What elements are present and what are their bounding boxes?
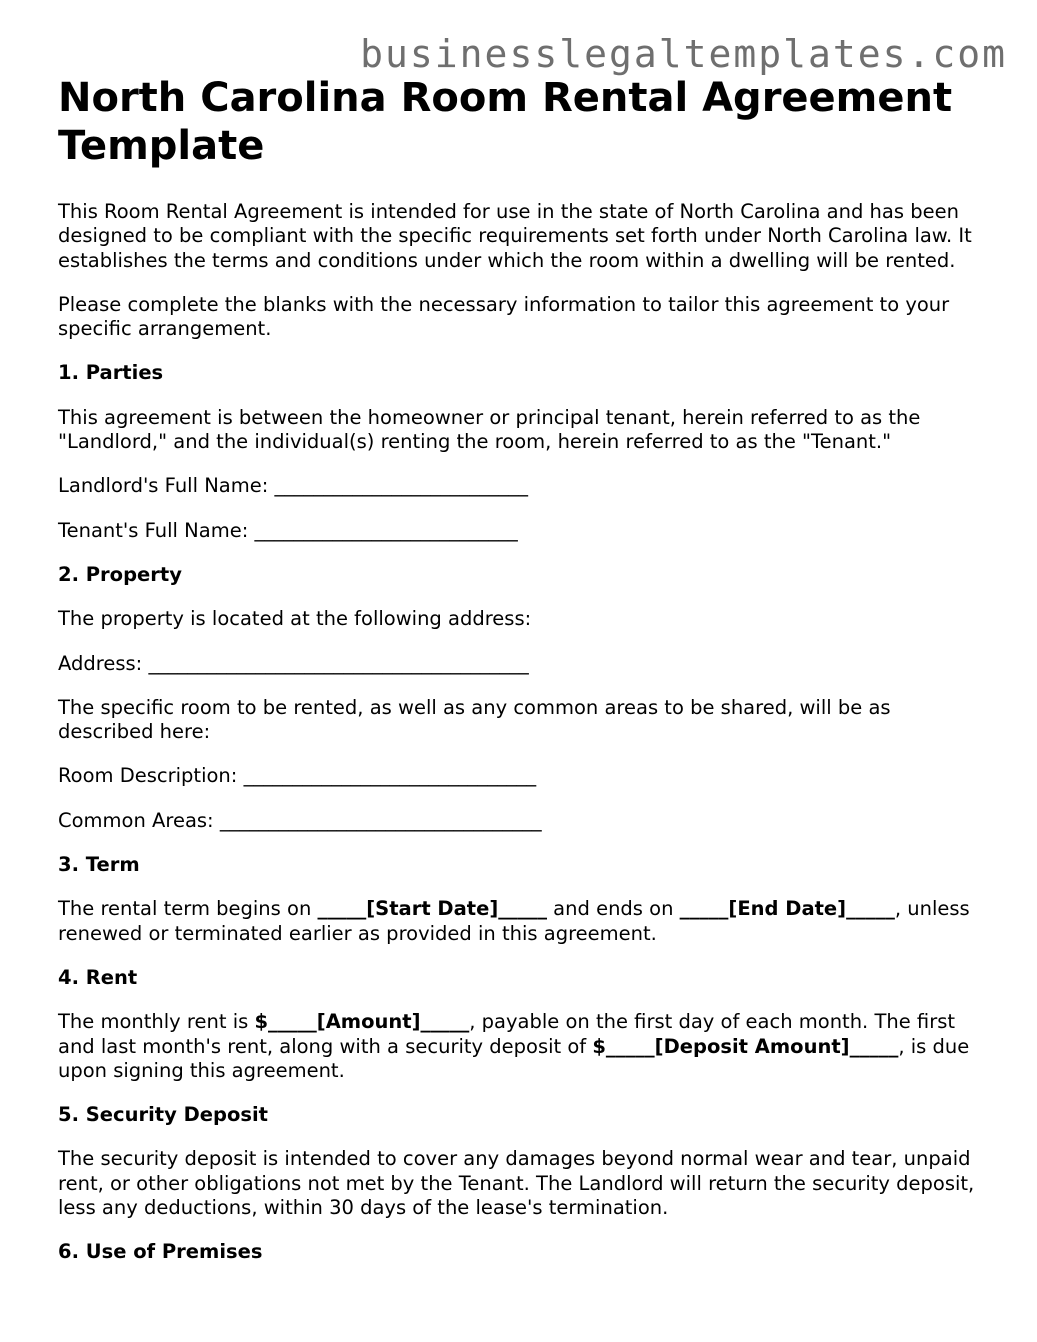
room-description-line (58, 764, 988, 788)
tenant-name-line (58, 519, 988, 543)
rent-text-3: , is due upon signing this agreement. (58, 1034, 970, 1082)
tenant-name-label: Tenant's Full Name: (58, 518, 249, 542)
address-label: Address: (58, 651, 143, 675)
section-heading-use-of-premises: 6. Use of Premises (58, 1240, 263, 1264)
room-description-label: Room Description: (58, 764, 238, 788)
landlord-name-label: Landlord's Full Name: (58, 474, 269, 498)
address-blank[interactable]: _______________________________________ (148, 651, 529, 675)
intro-paragraph-1: This Room Rental Agreement is intended for use in the state of North Carolina and has been designed to be compliant with the specific requirements set forth under North Carolina law. It establishes the terms and conditions under which the room within a dwelling will be rented. (58, 200, 972, 272)
parties-paragraph: This agreement is between the homeowner or principal tenant, herein referred to as the "Landlord," and the individual(s) renting the room, herein referred to as the "Tenant." (58, 405, 921, 454)
deposit-amount-blank[interactable]: $_____[Deposit Amount]_____ (592, 1034, 899, 1058)
room-paragraph: The specific room to be rented, as well as any common areas to be shared, will be as described here: (58, 695, 891, 744)
section-heading-security-deposit: 5. Security Deposit (58, 1103, 268, 1127)
common-areas-blank[interactable]: _________________________________ (219, 808, 542, 832)
term-text-2: and ends on (546, 897, 680, 921)
start-date-blank[interactable]: _____[Start Date]_____ (317, 897, 547, 921)
section-heading-parties: 1. Parties (58, 361, 164, 385)
room-description-blank[interactable]: ______________________________ (243, 764, 537, 788)
security-deposit-paragraph: The security deposit is intended to cover any damages beyond normal wear and tear, unpaid rent, or other obligations not met by the Tenant. The Landlord will return the security deposit, less any deductions, within 30 days of the lease's termination. (58, 1147, 975, 1220)
term-text-1: The rental term begins on (58, 897, 318, 921)
landlord-name-blank[interactable]: __________________________ (274, 474, 529, 498)
document-title: North Carolina Room Rental Agreement Template (58, 75, 953, 169)
section-heading-property: 2. Property (58, 562, 182, 586)
tenant-name-blank[interactable]: ___________________________ (254, 518, 518, 542)
end-date-blank[interactable]: _____[End Date]_____ (679, 897, 895, 921)
intro-paragraph-2: Please complete the blanks with the necessary information to tailor this agreement to your specific arrangement. (58, 292, 950, 341)
rent-text-2: , payable on the first day of each month. The first and last month's rent, along with a security deposit of (58, 1010, 956, 1058)
common-areas-line (58, 809, 988, 833)
property-paragraph: The property is located at the following address: (58, 607, 532, 631)
watermark: businesslegaltemplates.com (360, 32, 1007, 76)
section-heading-rent: 4. Rent (58, 965, 138, 989)
rent-paragraph (58, 1010, 988, 1083)
rent-text-1: The monthly rent is (58, 1010, 255, 1034)
document-body (58, 74, 988, 1285)
term-text-3: , unless renewed or terminated earlier as provided in this agreement. (58, 897, 970, 945)
address-line (58, 652, 988, 676)
rent-amount-blank[interactable]: $_____[Amount]_____ (254, 1010, 470, 1034)
landlord-name-line (58, 474, 988, 498)
common-areas-label: Common Areas: (58, 808, 214, 832)
term-paragraph (58, 897, 988, 946)
section-heading-term: 3. Term (58, 853, 140, 877)
